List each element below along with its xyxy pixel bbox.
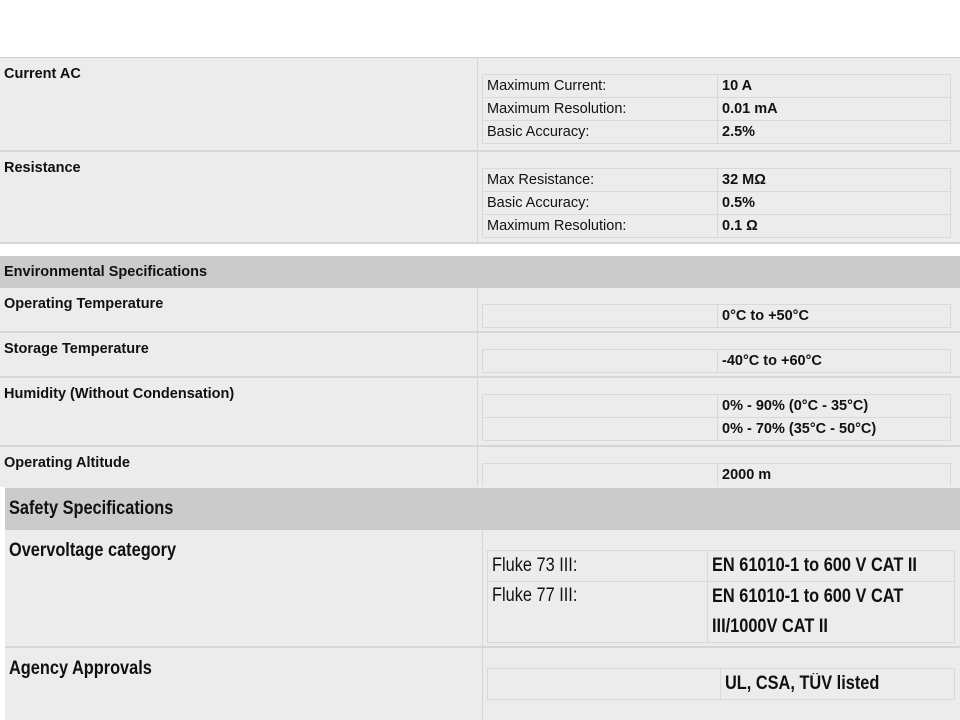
spec-item-value: UL, CSA, TÜV listed <box>721 669 955 700</box>
section-gap <box>0 244 960 256</box>
spec-row-current-ac <box>0 58 960 152</box>
spec-row-overvoltage-category <box>5 530 960 648</box>
spec-item <box>488 551 955 582</box>
spec-subtable <box>487 550 955 643</box>
spec-item-value: -40°C to +60°C <box>718 350 951 373</box>
spec-item-key: Fluke 73 III: <box>488 551 708 582</box>
spec-item-key: Maximum Resolution: <box>483 98 718 121</box>
spec-item-key <box>483 305 718 328</box>
spec-value-cell <box>477 378 960 445</box>
spec-value-cell <box>477 58 960 150</box>
spec-subtable <box>482 349 951 373</box>
spec-label: Storage Temperature <box>4 341 149 357</box>
spec-item <box>483 75 951 98</box>
electrical-specs-panel <box>0 57 960 487</box>
spec-item-value: 0.5% <box>718 192 951 215</box>
spec-item-value: EN 61010-1 to 600 V CAT III/1000V CAT II <box>707 582 954 643</box>
spec-item-value: EN 61010-1 to 600 V CAT II <box>707 551 954 582</box>
spec-label: Humidity (Without Condensation) <box>4 386 235 402</box>
spec-label: Operating Temperature <box>4 296 164 312</box>
spec-item-value: 10 A <box>718 75 951 98</box>
spec-item <box>488 582 955 643</box>
spec-item-value: 0.1 Ω <box>718 215 951 238</box>
spec-item <box>483 418 951 441</box>
spec-subtable <box>482 168 951 238</box>
spec-item <box>483 98 951 121</box>
spec-item-key <box>483 464 718 487</box>
spec-item-key <box>483 395 718 418</box>
spec-item <box>483 395 951 418</box>
spec-row-agency-approvals <box>5 648 960 720</box>
spec-label: Current AC <box>4 66 81 82</box>
spec-subtable <box>482 463 951 487</box>
spec-item-key: Maximum Resolution: <box>483 215 718 238</box>
spec-item-key <box>483 350 718 373</box>
spec-item-key <box>488 669 721 700</box>
spec-value-cell <box>477 447 960 487</box>
spec-item <box>488 669 955 700</box>
spec-item-key <box>483 418 718 441</box>
spec-item-key: Maximum Current: <box>483 75 718 98</box>
spec-subtable <box>482 74 951 144</box>
spec-value-cell <box>482 648 960 720</box>
spec-item-value: 0°C to +50°C <box>718 305 951 328</box>
spec-item <box>483 464 951 487</box>
spec-value-cell <box>482 530 960 646</box>
spec-label: Agency Approvals <box>9 658 152 679</box>
spec-item-value: 2000 m <box>718 464 951 487</box>
spec-item <box>483 169 951 192</box>
spec-row-storage-temperature <box>0 333 960 378</box>
spec-item-key: Basic Accuracy: <box>483 192 718 215</box>
spec-row-operating-temperature <box>0 288 960 333</box>
spec-item <box>483 215 951 238</box>
section-header-safety <box>5 488 960 530</box>
spec-row-operating-altitude <box>0 447 960 487</box>
section-header-environmental: Environmental Specifications <box>0 256 960 288</box>
spec-item-key: Fluke 77 III: <box>488 582 708 643</box>
spec-item <box>483 121 951 144</box>
spec-item-key: Basic Accuracy: <box>483 121 718 144</box>
spec-item-value: 0% - 90% (0°C - 35°C) <box>718 395 951 418</box>
spec-subtable <box>482 394 951 441</box>
spec-subtable <box>482 304 951 328</box>
section-header-label: Safety Specifications <box>9 498 174 519</box>
spec-label: Resistance <box>4 160 81 176</box>
spec-value-cell <box>477 333 960 376</box>
spec-value-cell <box>477 288 960 331</box>
spec-item-value: 2.5% <box>718 121 951 144</box>
spec-item <box>483 192 951 215</box>
spec-item-value: 32 MΩ <box>718 169 951 192</box>
spec-label: Overvoltage category <box>9 540 177 561</box>
spec-item-key: Max Resistance: <box>483 169 718 192</box>
spec-subtable <box>487 668 955 700</box>
spec-item <box>483 350 951 373</box>
spec-label: Operating Altitude <box>4 455 130 471</box>
spec-item <box>483 305 951 328</box>
spec-item-value: 0.01 mA <box>718 98 951 121</box>
spec-item-value: 0% - 70% (35°C - 50°C) <box>718 418 951 441</box>
spec-value-cell <box>477 152 960 242</box>
spec-row-humidity <box>0 378 960 447</box>
safety-specs-panel <box>5 486 960 720</box>
spec-row-resistance <box>0 152 960 244</box>
